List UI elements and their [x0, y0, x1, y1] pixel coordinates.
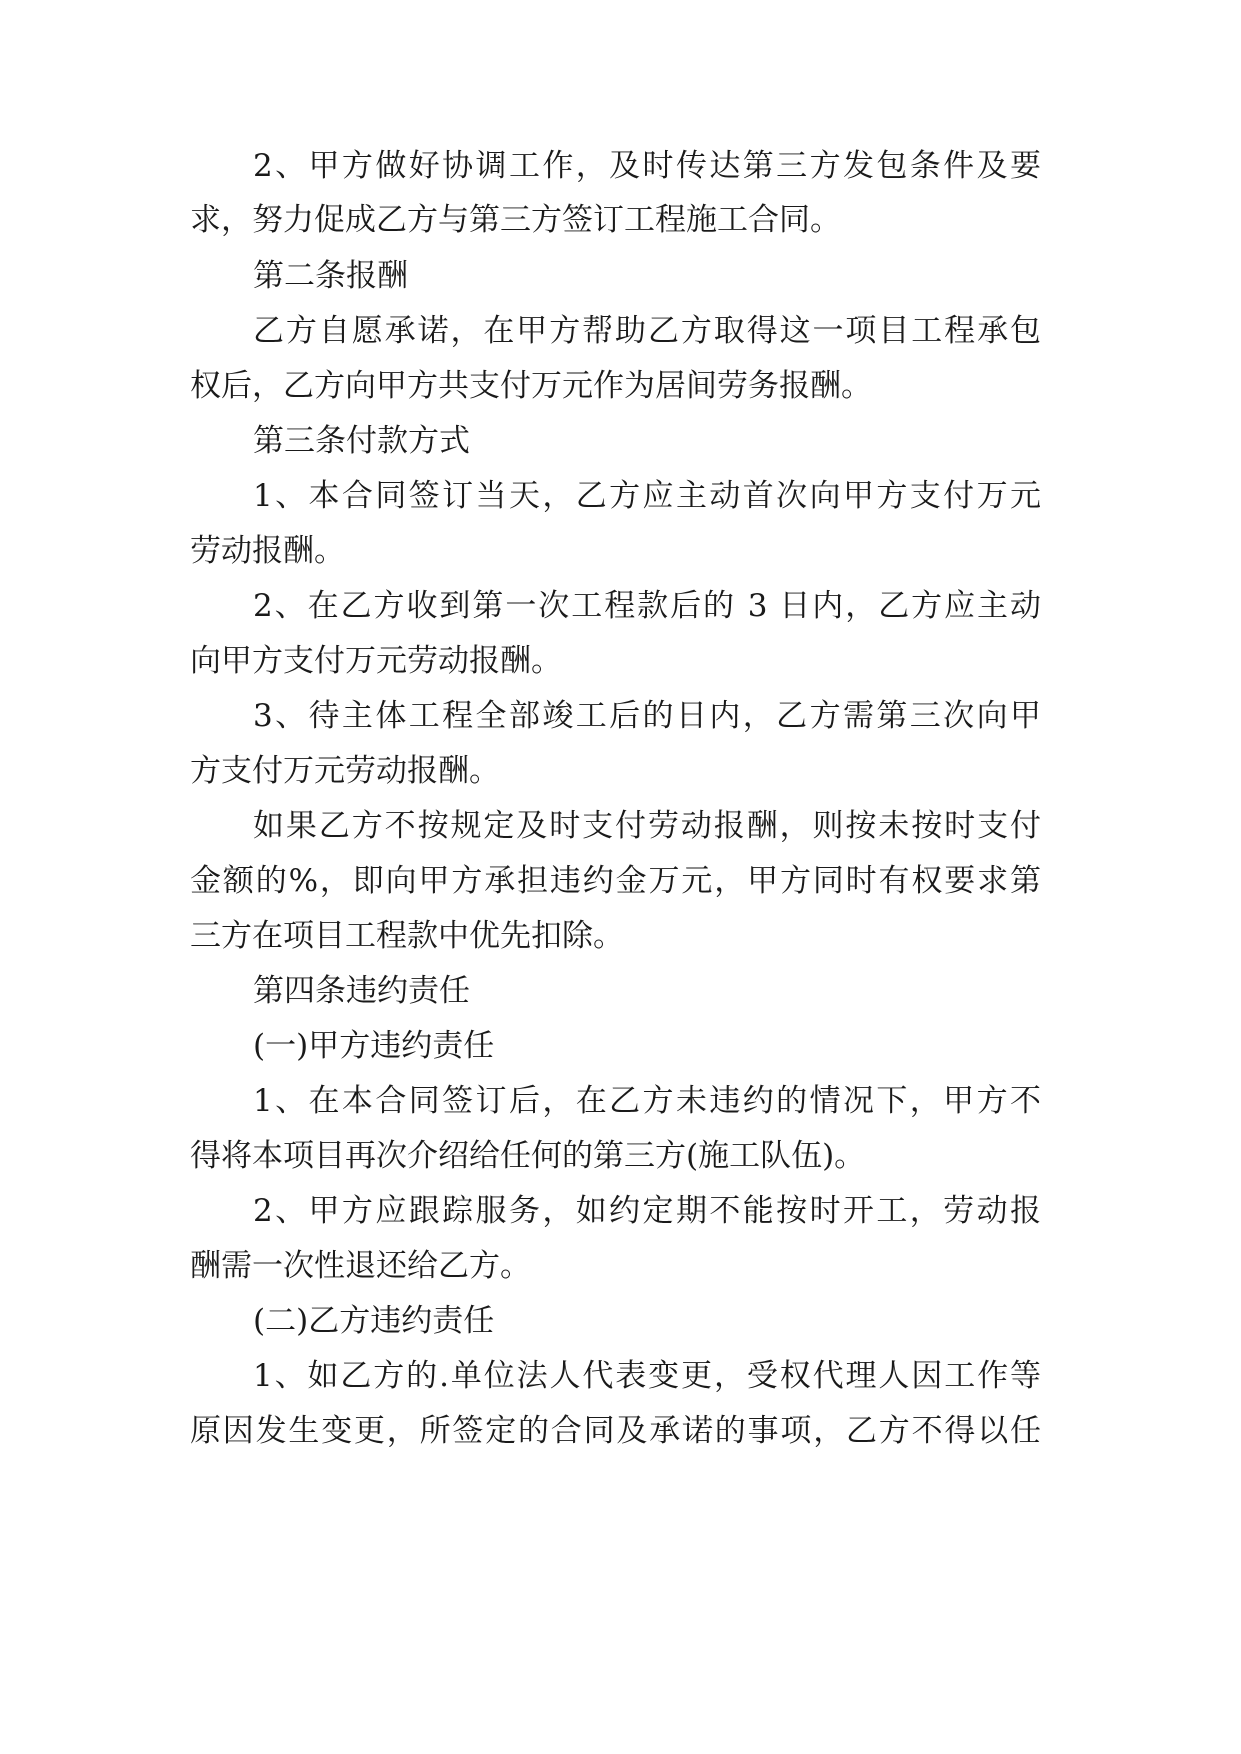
- text-line: 权后，乙方向甲方共支付万元作为居间劳务报酬。: [190, 368, 872, 404]
- section-heading: 第三条付款方式: [253, 423, 470, 459]
- text-line: 1、在本合同签订后，在乙方未违约的情况下，甲方不: [253, 1083, 1041, 1119]
- text-line: 得将本项目再次介绍给任何的第三方(施工队伍)。: [190, 1138, 866, 1174]
- section-heading: 第四条违约责任: [253, 973, 470, 1009]
- text-line: 2、甲方做好协调工作，及时传达第三方发包条件及要: [253, 148, 1041, 184]
- section-heading: 第二条报酬: [253, 258, 408, 294]
- text-line: 3、待主体工程全部竣工后的日内，乙方需第三次向甲: [253, 698, 1041, 734]
- text-line: 1、如乙方的.单位法人代表变更，受权代理人因工作等: [253, 1358, 1041, 1394]
- text-line: 劳动报酬。: [190, 533, 345, 569]
- text-line: 方支付万元劳动报酬。: [190, 753, 500, 789]
- text-line: 2、在乙方收到第一次工程款后的 3 日内，乙方应主动: [253, 588, 1041, 624]
- text-line: 原因发生变更，所签定的合同及承诺的事项，乙方不得以任: [190, 1413, 1041, 1449]
- text-line: 求，努力促成乙方与第三方签订工程施工合同。: [190, 202, 841, 238]
- text-line: 三方在项目工程款中优先扣除。: [190, 918, 624, 954]
- text-line: 2、甲方应跟踪服务，如约定期不能按时开工，劳动报: [253, 1193, 1041, 1229]
- text-line: 酬需一次性退还给乙方。: [190, 1248, 531, 1284]
- text-line: 向甲方支付万元劳动报酬。: [190, 643, 562, 679]
- subsection-heading: (二)乙方违约责任: [253, 1303, 495, 1339]
- text-line: 金额的%，即向甲方承担违约金万元，甲方同时有权要求第: [190, 863, 1041, 899]
- text-line: 1、本合同签订当天，乙方应主动首次向甲方支付万元: [253, 478, 1041, 514]
- text-line: 如果乙方不按规定及时支付劳动报酬，则按未按时支付: [253, 808, 1041, 844]
- subsection-heading: (一)甲方违约责任: [253, 1028, 495, 1064]
- text-line: 乙方自愿承诺，在甲方帮助乙方取得这一项目工程承包: [253, 313, 1041, 349]
